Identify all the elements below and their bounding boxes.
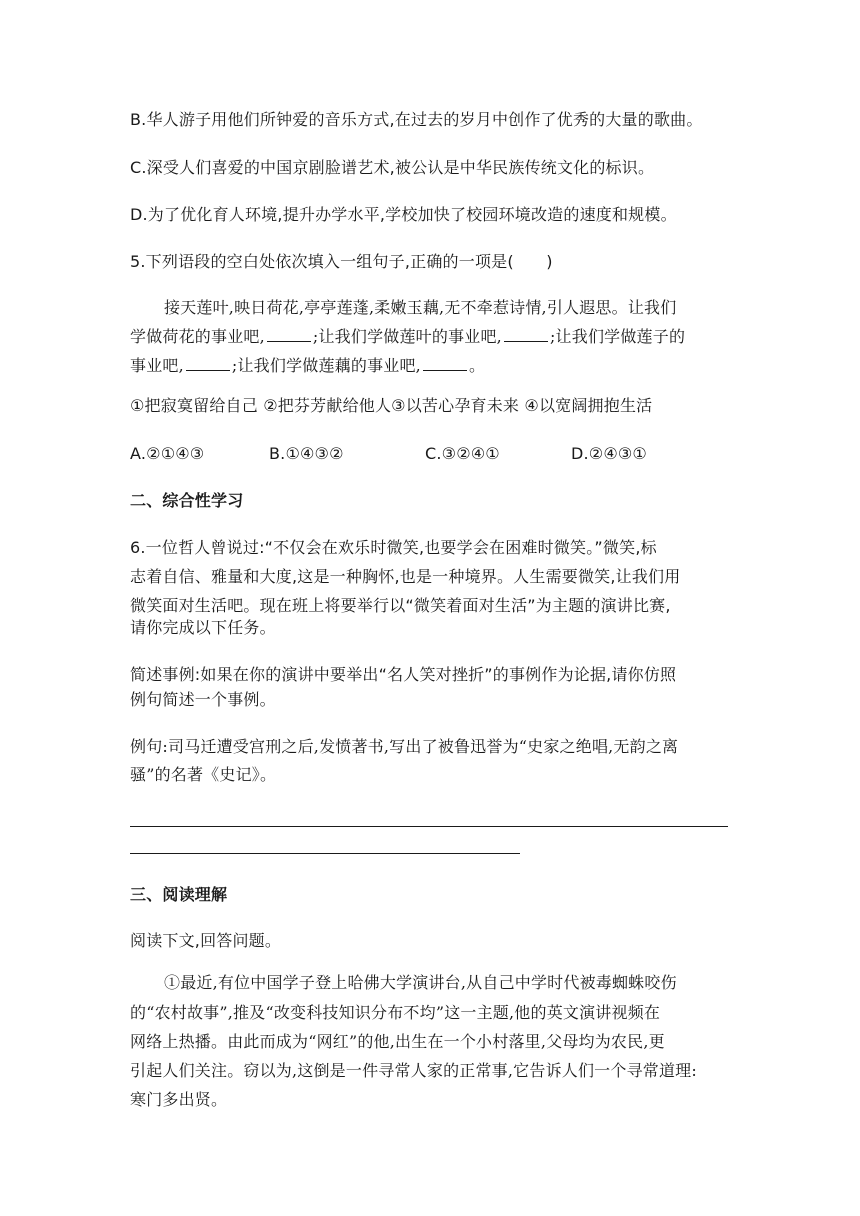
answer-blank-3[interactable] xyxy=(186,356,230,371)
passage-text: ;让我们学做莲子的 xyxy=(549,327,686,346)
reading-paragraph-line-1: ①最近,有位中国学子登上哈佛大学演讲台,从自己中学时代被毒蜘蛛咬伤 xyxy=(164,973,677,992)
answer-blank-2[interactable] xyxy=(504,327,548,342)
question-4-option-c: C.深受人们喜爱的中国京剧脸谱艺术,被公认是中华民族传统文化的标识。 xyxy=(130,158,655,177)
passage-text: ;让我们学做莲叶的事业吧, xyxy=(312,327,502,346)
choice-a[interactable]: A.②①④③ xyxy=(130,444,205,463)
question-5-passage-line-3 xyxy=(130,356,485,376)
choice-c[interactable]: C.③②④① xyxy=(425,444,500,463)
question-5-items: ①把寂寞留给自己 ②把芬芳献给他人③以苦心孕育未来 ④以宽阔拥抱生活 xyxy=(130,396,653,415)
task-line-1: 简述事例:如果在你的演讲中要举出“名人笑对挫折”的事例作为论据,请你仿照 xyxy=(130,665,677,684)
reading-paragraph-line-3: 网络上热播。由此而成为“网红”的他,出生在一个小村落里,父母均为农民,更 xyxy=(130,1032,665,1051)
section-3-heading: 三、阅读理解 xyxy=(130,885,228,904)
reading-paragraph-line-4: 引起人们关注。窃以为,这倒是一件寻常人家的正常事,它告诉人们一个寻常道理: xyxy=(130,1061,697,1080)
question-5-passage-line-1: 接天莲叶,映日荷花,亭亭莲蓬,柔嫩玉藕,无不牵惹诗情,引人遐思。让我们 xyxy=(164,298,677,317)
passage-text: 事业吧, xyxy=(130,356,184,375)
example-line-2: 骚”的名著《史记》。 xyxy=(130,765,277,784)
example-line-1: 例句:司马迁遭受宫刑之后,发愤著书,写出了被鲁迅誉为“史家之绝唱,无韵之离 xyxy=(130,737,679,756)
question-6-line-3: 微笑面对生活吧。现在班上将要举行以“微笑着面对生活”为主题的演讲比赛, xyxy=(130,596,671,615)
question-5-passage-line-2 xyxy=(130,327,685,347)
question-5-stem: 5.下列语段的空白处依次填入一组句子,正确的一项是( ) xyxy=(130,252,553,271)
reading-paragraph-line-2: 的“农村故事”,推及“改变科技知识分布不均”这一主题,他的英文演讲视频在 xyxy=(130,1003,661,1022)
question-6-line-1: 6.一位哲人曾说过:“不仅会在欢乐时微笑,也要学会在困难时微笑。”微笑,标 xyxy=(130,538,657,557)
passage-text: 。 xyxy=(468,356,486,375)
reading-paragraph-line-5: 寒门多出贤。 xyxy=(130,1090,228,1109)
passage-text: 学做荷花的事业吧, xyxy=(130,327,265,346)
answer-blank-1[interactable] xyxy=(267,327,311,342)
question-4-option-b: B.华人游子用他们所钟爱的音乐方式,在过去的岁月中创作了优秀的大量的歌曲。 xyxy=(130,110,703,129)
reading-intro: 阅读下文,回答问题。 xyxy=(130,931,282,950)
section-2-heading: 二、综合性学习 xyxy=(130,491,244,510)
answer-line-2[interactable] xyxy=(130,853,520,854)
answer-line-1[interactable] xyxy=(130,826,728,827)
question-4-option-d: D.为了优化育人环境,提升办学水平,学校加快了校园环境改造的速度和规模。 xyxy=(130,205,677,224)
question-6-line-2: 志着自信、雅量和大度,这是一种胸怀,也是一种境界。人生需要微笑,让我们用 xyxy=(130,567,681,586)
choice-b[interactable]: B.①④③② xyxy=(269,444,344,463)
answer-blank-4[interactable] xyxy=(423,356,467,371)
choice-d[interactable]: D.②④③① xyxy=(571,444,647,463)
question-6-line-4: 请你完成以下任务。 xyxy=(130,618,276,637)
passage-text: ;让我们学做莲藕的事业吧, xyxy=(231,356,421,375)
task-line-2: 例句简述一个事例。 xyxy=(130,690,276,709)
